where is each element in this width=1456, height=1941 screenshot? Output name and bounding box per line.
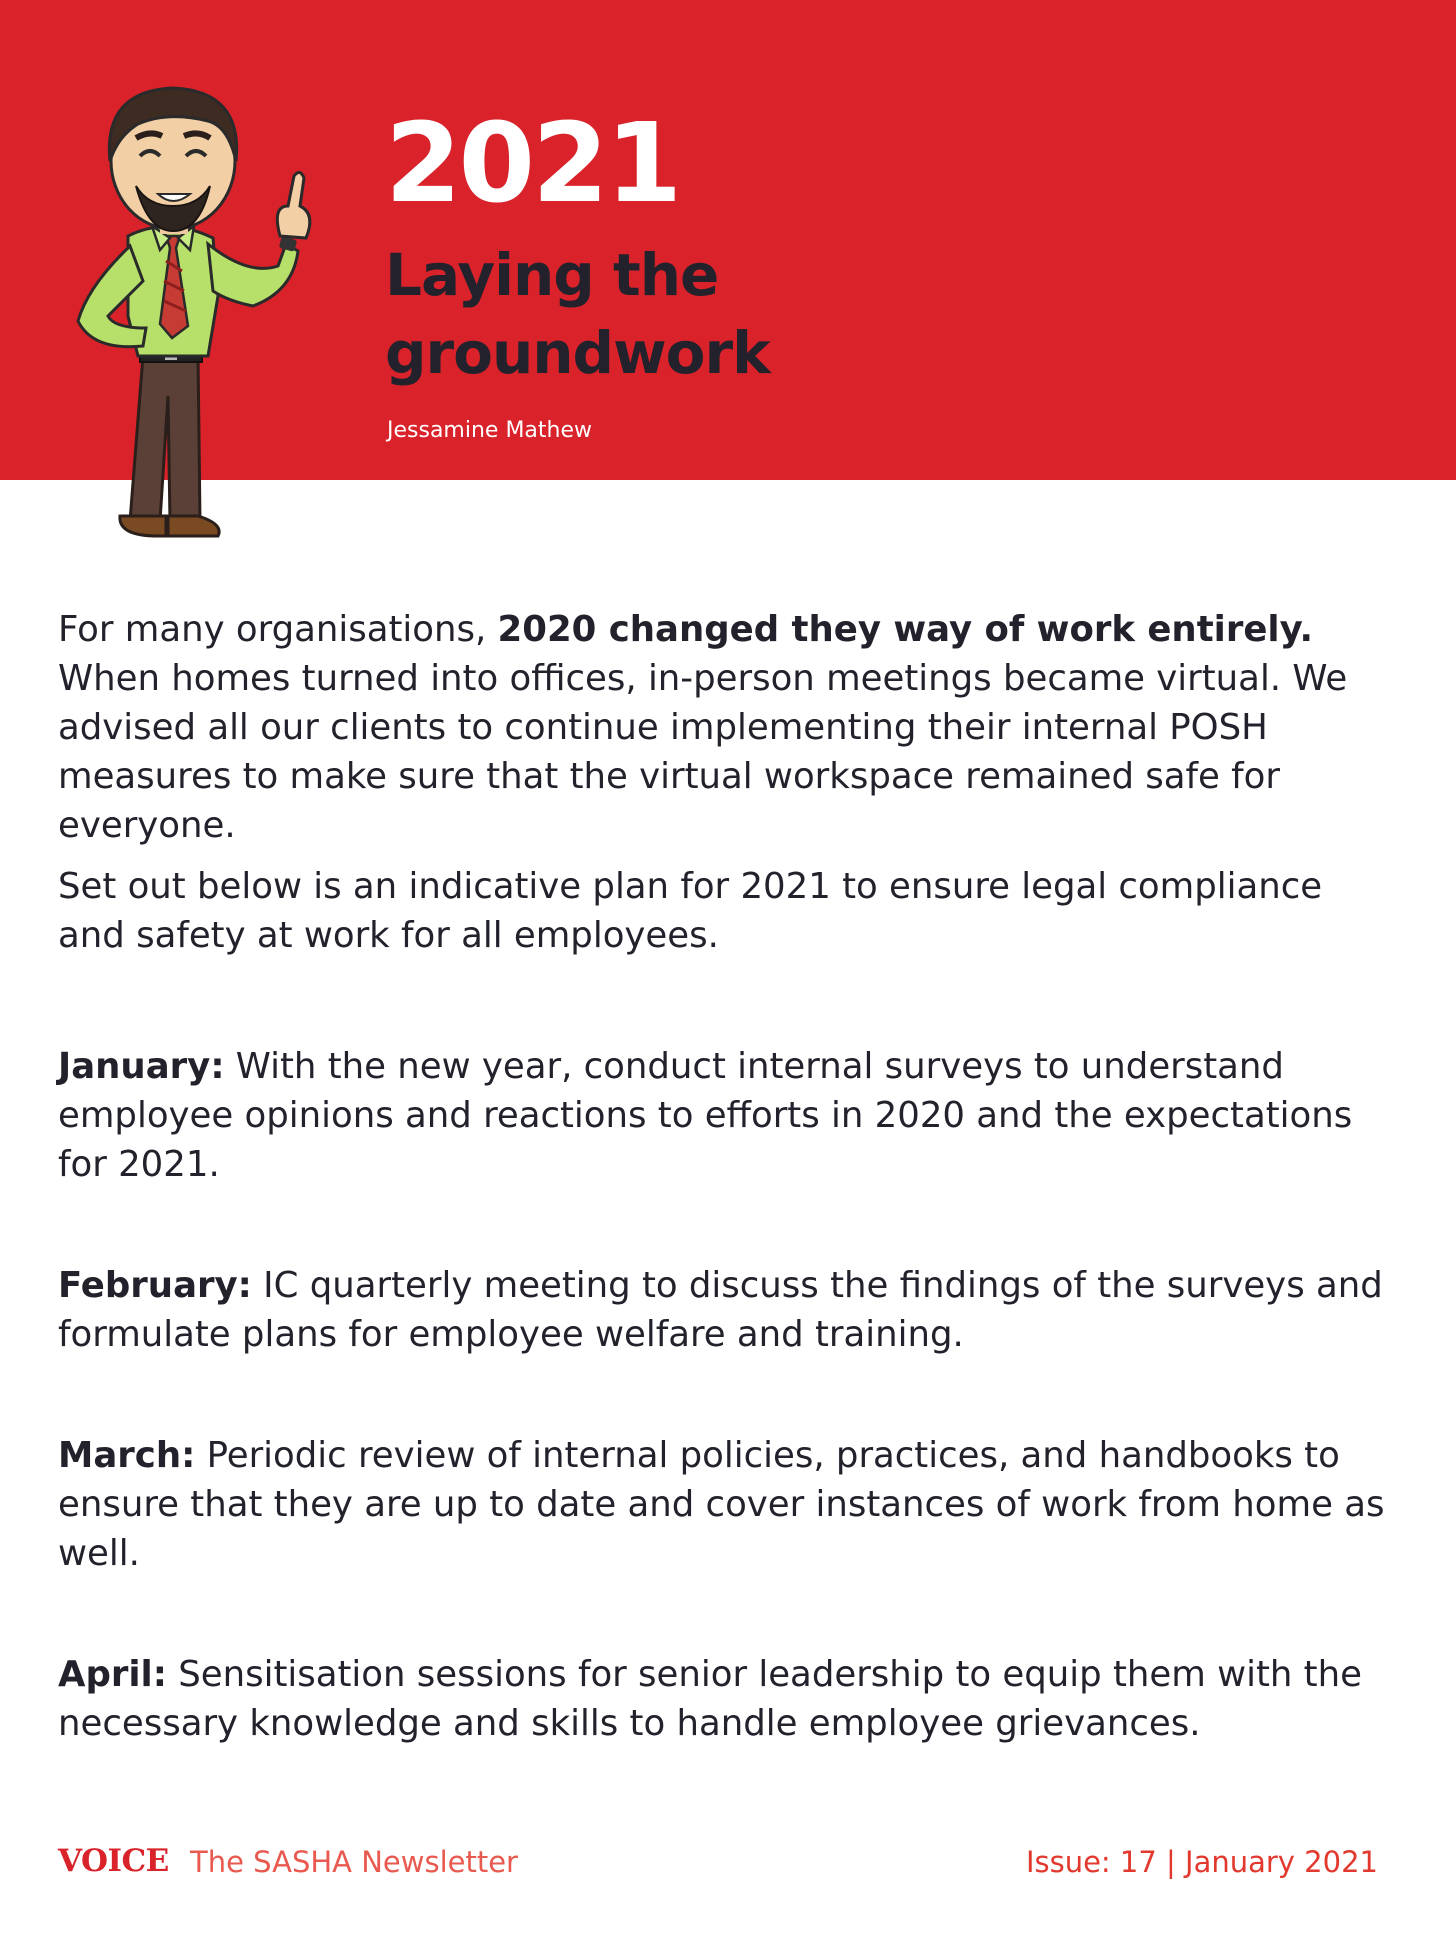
month-label: February: bbox=[58, 1265, 252, 1306]
intro-rest: When homes turned into offices, in-person meetings became virtual. We advised all our clients to continue implementing their internal POSH measures to make sure that the virtual workspace remained safe for everyone. bbox=[58, 658, 1348, 846]
newsletter-logo: VOICE bbox=[58, 1843, 169, 1879]
month-text: Periodic review of internal policies, practices, and handbooks to ensure that they are up to date and cover instances of work from home as well. bbox=[58, 1435, 1385, 1574]
newsletter-tagline: The SASHA Newsletter bbox=[190, 1845, 518, 1879]
intro-bold: 2020 changed they way of work entirely. bbox=[497, 609, 1313, 650]
month-text: IC quarterly meeting to discuss the findings of the surveys and formulate plans for employee welfare and training. bbox=[58, 1265, 1383, 1355]
plan-intro-paragraph: Set out below is an indicative plan for 2021 to ensure legal compliance and safety at work for all employees. bbox=[58, 866, 1323, 956]
article-body bbox=[58, 605, 1398, 1748]
month-january bbox=[58, 1042, 1398, 1189]
month-march bbox=[58, 1431, 1398, 1578]
mascot-illustration bbox=[48, 66, 338, 546]
month-april bbox=[58, 1650, 1398, 1748]
article-title: Laying the groundwork bbox=[385, 241, 770, 387]
month-label: April: bbox=[58, 1654, 167, 1695]
month-text: With the new year, conduct internal surveys to understand employee opinions and reactions to efforts in 2020 and the expectations for 2021. bbox=[58, 1046, 1353, 1185]
intro-lead: For many organisations, bbox=[58, 609, 498, 650]
year-heading: 2021 bbox=[385, 99, 680, 227]
month-label: March: bbox=[58, 1435, 196, 1476]
intro-paragraph bbox=[58, 605, 1398, 850]
month-february bbox=[58, 1261, 1398, 1359]
month-text: Sensitisation sessions for senior leadership to equip them with the necessary knowledge and skills to handle employee grievances. bbox=[58, 1654, 1362, 1744]
month-label: January: bbox=[58, 1046, 225, 1087]
issue-info: Issue: 17 | January 2021 bbox=[1025, 1845, 1378, 1879]
page-footer bbox=[58, 1843, 1378, 1883]
author-name: Jessamine Mathew bbox=[387, 418, 593, 443]
